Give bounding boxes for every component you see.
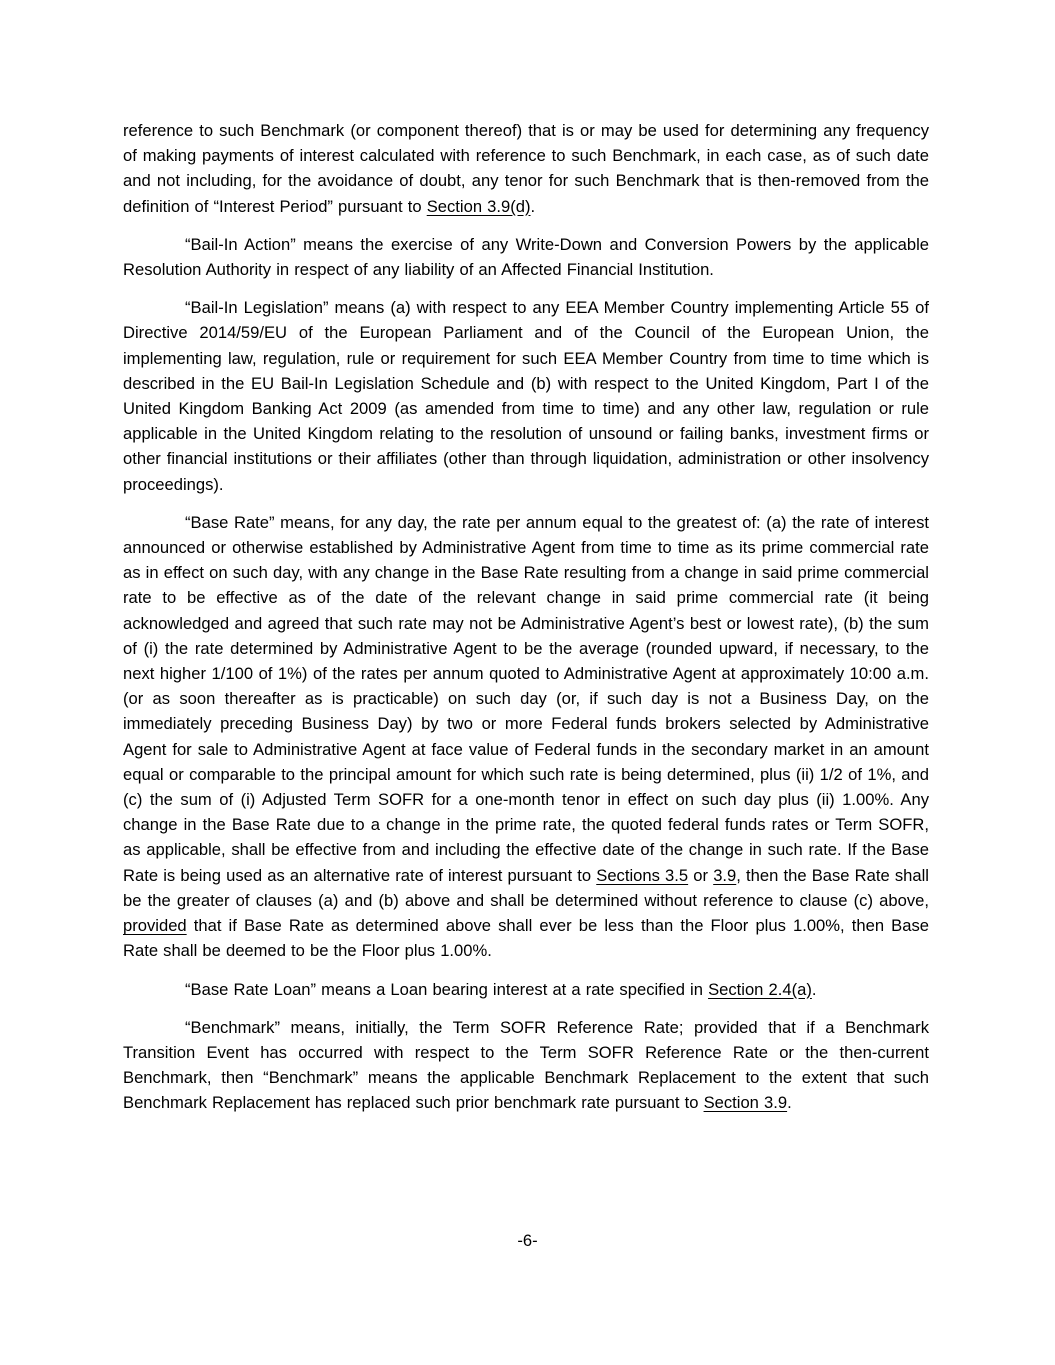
text-run: “Benchmark” means, initially, the Term SOFR Reference Rate; provided that if a Benchmark Transition Event has occurred with respect to the Term SOFR Reference Rate or the then-current Benchmark, then “Benchmark” means the applicable Benchmark Replacement to the extent that such Benchmark Replacement has replaced such prior benchmark rate pursuant to [123, 1017, 929, 1113]
section-ref-2-4-a: Section 2.4(a) [708, 979, 812, 999]
text-run: that if Base Rate as determined above shall ever be less than the Floor plus 1.00%, then Base Rate shall be deemed to be the Floor plus 1.00%. [123, 916, 929, 961]
text-run: . [787, 1093, 792, 1113]
text-run: “Bail-In Legislation” means (a) with respect to any EEA Member Country implementing Article 55 of Directive 2014/59/EU of the European Parliament and of the Council of the European Union, the implementing law, regulation, rule or requirement for such EEA Member Country from time to time which is described in the EU Bail-In Legislation Schedule and (b) with respect to the United Kingdom, Part I of the United Kingdom Banking Act 2009 (as amended from time to time) and any other law, regulation or rule applicable in the United Kingdom relating to the resolution of unsound or failing banks, investment firms or other financial institutions or their affiliates (other than through liquidation, administration or other insolvency proceedings). [123, 298, 929, 494]
section-ref-3-9: 3.9 [713, 865, 737, 885]
document-body-text [123, 118, 929, 1129]
paragraph-continuation-benchmark-unavailability [123, 118, 929, 219]
text-run: reference to such Benchmark (or component thereof) that is or may be used for determining any frequency of making payments of interest calculated with reference to such Benchmark, in each case, as of such date and not including, for the avoidance of doubt, any tenor for such Benchmark that is then-removed from the definition of “Interest Period” pursuant to [123, 121, 929, 216]
text-run: . [530, 196, 536, 216]
text-run: “Base Rate” means, for any day, the rate per annum equal to the greatest of: (a) the rate of interest announced or otherwise established by Administrative Agent from time to time as its prime commercial rate as in effect on such day, with any change in the Base Rate resulting from a change in said prime commercial rate to be effective as of the date of the relevant change in said prime commercial rate (it being acknowledged and agreed that such rate may not be Administrative Agent’s best or lowest rate), (b) the sum of (i) the rate determined by Administrative Agent to be the average (rounded upward, if necessary, to the next higher 1/100 of 1%) of the rates per annum quoted to Administrative Agent at approximately 10:00 a.m. (or as soon thereafter as is practicable) on such day (or, if such day is not a Business Day, on the immediately preceding Business Day) by two or more Federal funds brokers selected by Administrative Agent for sale to Administrative Agent at face value of Federal funds in the secondary market in an amount equal or comparable to the principal amount for which such rate is being determined, plus (ii) 1/2 of 1%, and (c) the sum of (i) Adjusted Term SOFR for a one-month tenor in effect on such day plus (ii) 1.00%. Any change in the Base Rate due to a change in the prime rate, the quoted federal funds rates or Term SOFR, as applicable, shall be effective from and including the effective date of the change in such rate. If the Base Rate is being used as an alternative rate of interest pursuant to [123, 512, 929, 885]
paragraph-definition-bail-in-action [123, 232, 929, 282]
text-run: “Base Rate Loan” means a Loan bearing interest at a rate specified in [185, 979, 709, 999]
text-run: . [811, 979, 817, 999]
section-ref-3-9-d: Section 3.9(d) [426, 196, 531, 216]
text-run: , then the Base Rate shall be the greater of clauses (a) and (b) above and shall be determined without reference to clause (c) above, [123, 865, 929, 910]
proviso-term: provided [123, 916, 187, 936]
paragraph-definition-base-rate-loan [123, 977, 929, 1002]
section-ref-3-5: Sections 3.5 [596, 865, 689, 885]
paragraph-definition-bail-in-legislation [123, 295, 929, 497]
paragraph-definition-benchmark [123, 1015, 929, 1116]
section-ref-3-9: Section 3.9 [703, 1093, 788, 1113]
text-run: or [688, 865, 714, 885]
paragraph-definition-base-rate [123, 510, 929, 964]
text-run: “Bail-In Action” means the exercise of any Write-Down and Conversion Powers by the applicable Resolution Authority in respect of any liability of an Affected Financial Institution. [123, 234, 929, 280]
page-number: -6- [517, 1231, 538, 1250]
